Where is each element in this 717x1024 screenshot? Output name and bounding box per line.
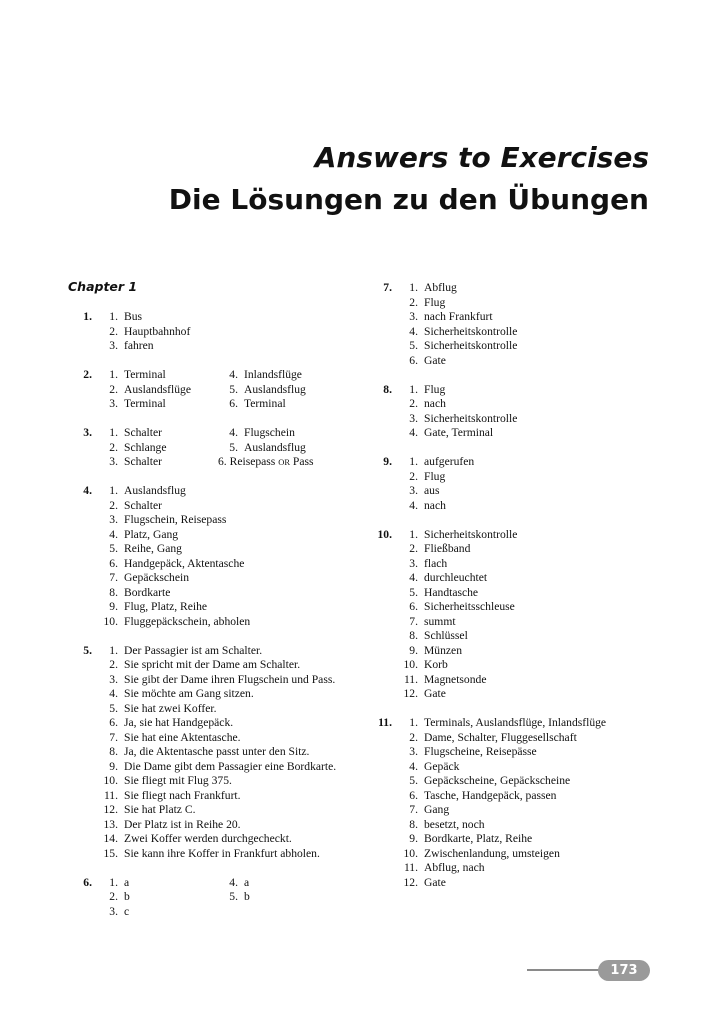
- exercise-2: [70, 368, 360, 412]
- answer-item-text: Auslandsflug: [124, 484, 186, 497]
- answer-item-text: Magnetsonde: [424, 672, 487, 686]
- answer-item-text: Sie kann ihre Koffer in Frankfurt abholen.: [124, 846, 320, 860]
- answer-item-number: 5.: [109, 701, 118, 715]
- answer-item: [218, 383, 306, 398]
- answer-list-first: [98, 426, 218, 470]
- answer-item-text: Sicherheitskontrolle: [424, 324, 518, 338]
- answer-item-number: 4.: [409, 498, 418, 512]
- answer-item-text: Flug, Platz, Reihe: [124, 600, 208, 613]
- answer-item-text: Platz, Gang: [124, 527, 179, 541]
- answer-item: [398, 876, 670, 891]
- answer-item: [398, 455, 670, 470]
- answer-item-number: 4.: [409, 324, 418, 338]
- answer-item: [98, 557, 360, 572]
- answer-item-number: 4.: [409, 759, 418, 773]
- answer-item: [98, 687, 360, 702]
- answer-item: [398, 484, 670, 499]
- exercise-3: [70, 426, 360, 470]
- answer-item: [98, 716, 360, 731]
- answer-item: [98, 890, 218, 905]
- answer-item-text: durchleuchtet: [424, 571, 488, 584]
- answer-item-number: 2.: [109, 324, 118, 338]
- answer-item-number: 7.: [409, 614, 418, 628]
- answer-item-text: Flug: [424, 295, 446, 309]
- answer-item-text: Sie gibt der Dame ihren Flugschein und Pass.: [124, 672, 336, 686]
- answer-list-first: [98, 876, 218, 920]
- answer-item: [398, 412, 670, 427]
- answer-item: [398, 644, 670, 659]
- answer-item: [98, 876, 218, 891]
- answer-item-number: 1.: [109, 643, 118, 657]
- answer-item-text: nach: [424, 498, 446, 512]
- answer-list: [98, 644, 360, 862]
- answer-list-first: [98, 368, 218, 412]
- answer-item-number: 12.: [403, 687, 418, 700]
- answer-item-number: 7.: [409, 803, 418, 816]
- answer-item: [398, 339, 670, 354]
- answer-item-number: 3.: [109, 672, 118, 686]
- answer-item-number: 6.: [109, 556, 118, 570]
- answer-item-number: 12.: [103, 803, 118, 816]
- answer-item-number: 5.: [109, 542, 118, 555]
- answer-item-number: 11.: [403, 672, 418, 686]
- answer-list-second: [218, 368, 306, 412]
- answer-item-text: nach: [424, 397, 446, 410]
- exercise-number: 3.: [83, 426, 92, 439]
- answer-item: [398, 760, 670, 775]
- answer-item: [398, 673, 670, 688]
- answer-item-text: Bordkarte: [124, 585, 171, 599]
- answer-item-number: 11.: [103, 788, 118, 802]
- answer-item-number: 1.: [409, 281, 418, 294]
- exercise-11: [370, 716, 670, 890]
- answer-item-text: Gang: [424, 803, 450, 816]
- answer-item-number: 6.: [109, 716, 118, 729]
- answer-item-text: besetzt, noch: [424, 817, 485, 831]
- chapter-heading: Chapter 1: [68, 279, 138, 294]
- answer-item-text: Ja, die Aktentasche passt unter den Sitz.: [124, 745, 310, 758]
- answer-item-number: 10.: [403, 846, 418, 860]
- answer-item-number: 10.: [403, 658, 418, 671]
- answer-item-number: 7.: [109, 571, 118, 584]
- answer-item: [398, 716, 670, 731]
- answer-item-number: 3.: [109, 397, 118, 410]
- answer-item-number: 12.: [403, 875, 418, 889]
- answer-item-number: 1.: [409, 527, 418, 541]
- answer-item: [398, 354, 670, 369]
- answer-item-number: 3.: [409, 484, 418, 497]
- answer-item-text: Flug: [424, 382, 446, 396]
- answer-item-text: Bus: [124, 310, 143, 323]
- exercise-number: 6.: [83, 875, 92, 889]
- page-number: 173: [598, 960, 650, 981]
- answer-item-number: 1.: [409, 716, 418, 729]
- left-column: [70, 310, 360, 934]
- answer-item: [398, 325, 670, 340]
- answer-item-text: Auslandsflüge: [124, 382, 191, 396]
- answer-item: [98, 325, 360, 340]
- answer-item-text: Tasche, Handgepäck, passen: [424, 788, 557, 802]
- exercise-8: [370, 383, 670, 441]
- answer-item-number: 4.: [229, 875, 238, 889]
- answer-item-text: Der Platz ist in Reihe 20.: [124, 817, 241, 831]
- answer-item-text: Bordkarte, Platz, Reihe: [424, 832, 533, 845]
- answer-item-text: b: [244, 890, 250, 903]
- answer-item: [398, 397, 670, 412]
- answer-item-number: 3.: [409, 745, 418, 758]
- answer-item-text: Sicherheitsschleuse: [424, 600, 515, 613]
- exercise-6: [70, 876, 360, 920]
- page-number-rule: [527, 969, 605, 971]
- answer-item-text: Sicherheitskontrolle: [424, 339, 518, 352]
- answer-item: [398, 861, 670, 876]
- answer-item-text: Sie hat eine Aktentasche.: [124, 730, 241, 744]
- answer-item-text: Handgepäck, Aktentasche: [124, 556, 245, 570]
- answer-item: [218, 397, 306, 412]
- answer-list: [98, 484, 360, 629]
- answer-list: [98, 310, 360, 354]
- answer-item: [398, 789, 670, 804]
- answer-item-text: fahren: [124, 339, 154, 352]
- answer-item-text: Abflug, nach: [424, 861, 485, 874]
- answer-item-number: 5.: [409, 774, 418, 787]
- answer-item: [98, 702, 360, 717]
- exercise-7: [370, 281, 670, 368]
- answer-item: [98, 600, 360, 615]
- answer-item: [98, 383, 218, 398]
- answer-item: [98, 426, 218, 441]
- answer-item: [98, 905, 218, 920]
- answer-item: [398, 383, 670, 398]
- answer-item: [98, 774, 360, 789]
- answer-item-number: 6.: [409, 788, 418, 802]
- answer-item: [98, 310, 360, 325]
- answer-item-number: 13.: [103, 817, 118, 831]
- answer-item-text: Zwei Koffer werden durchgecheckt.: [124, 832, 292, 845]
- answer-item-number: 4.: [409, 426, 418, 439]
- answer-item-number: 1.: [109, 875, 118, 889]
- answer-item: [218, 368, 306, 383]
- answer-item-text: Schalter: [124, 455, 162, 468]
- answer-item-text: Sie hat Platz C.: [124, 803, 196, 816]
- answer-item-number: 3.: [109, 513, 118, 526]
- answer-item-number: 2.: [409, 295, 418, 309]
- answer-item-text: c: [124, 904, 130, 918]
- answer-item-text: Terminal: [124, 397, 166, 410]
- answer-item: [398, 571, 670, 586]
- answer-item-number: 11.: [403, 861, 418, 874]
- exercise-9: [370, 455, 670, 513]
- answer-item-text: Inlandsflüge: [244, 368, 302, 381]
- answer-item-number: 15.: [103, 846, 118, 860]
- exercise-number: 5.: [83, 643, 92, 657]
- answer-item-text: a: [244, 875, 250, 889]
- answer-item-number: 4.: [109, 527, 118, 541]
- answer-item-number: 1.: [109, 310, 118, 323]
- answer-item: [398, 629, 670, 644]
- answer-item-number: 5.: [409, 585, 418, 599]
- answer-item: [398, 586, 670, 601]
- answer-item-text: Schlange: [124, 440, 167, 454]
- answer-item-number: 9.: [409, 832, 418, 845]
- answer-item-number: 3.: [409, 310, 418, 323]
- answer-item-number: 6.: [229, 397, 238, 410]
- exercise-5: [70, 644, 360, 862]
- answer-item-text: Schalter: [124, 498, 162, 512]
- answer-item-text: Korb: [424, 658, 448, 671]
- answer-item-number: 1.: [109, 368, 118, 381]
- answer-item-number: 8.: [109, 745, 118, 758]
- answer-item-number: 8.: [409, 817, 418, 831]
- exercise-number: 8.: [383, 382, 392, 396]
- answer-item: [98, 847, 360, 862]
- answer-item: [98, 586, 360, 601]
- answer-item-text: flach: [424, 556, 448, 570]
- answer-item-text: Flugscheine, Reisepässe: [424, 745, 537, 758]
- answer-item-text: Sie fliegt mit Flug 375.: [124, 774, 232, 787]
- answer-item: [398, 542, 670, 557]
- answer-item: [98, 644, 360, 659]
- answer-item-text: Die Dame gibt dem Passagier eine Bordkarte.: [124, 759, 337, 773]
- answer-item: [98, 832, 360, 847]
- exercise-number: 10.: [377, 527, 392, 541]
- answer-item-text: aus: [424, 484, 440, 497]
- answer-item-text: Fluggepäckschein, abholen: [124, 614, 251, 628]
- answer-item: [398, 528, 670, 543]
- answer-item-text: Sie möchte am Gang sitzen.: [124, 687, 254, 700]
- answer-item-text: Zwischenlandung, umsteigen: [424, 846, 560, 860]
- exercise-number: 4.: [83, 484, 92, 497]
- answer-item: [98, 528, 360, 543]
- answer-item-text: Reihe, Gang: [124, 542, 182, 555]
- answer-item: [98, 542, 360, 557]
- answer-item-text: Gate: [424, 353, 446, 367]
- answer-item-text: b: [124, 890, 130, 903]
- answer-item-number: 2.: [409, 542, 418, 555]
- answer-item-number: 9.: [409, 643, 418, 657]
- answer-item: [398, 296, 670, 311]
- answer-item: [98, 441, 218, 456]
- exercise-1: [70, 310, 360, 354]
- answer-item-text: Der Passagier ist am Schalter.: [124, 643, 263, 657]
- exercise-number: 2.: [83, 368, 92, 381]
- answer-item: [398, 615, 670, 630]
- answer-item-number: 1.: [409, 455, 418, 468]
- answer-item: [398, 803, 670, 818]
- answer-item: [398, 818, 670, 833]
- answer-item: [98, 513, 360, 528]
- answer-item-text: Terminal: [244, 397, 286, 410]
- answer-item-text: Gate: [424, 875, 446, 889]
- answer-item: [398, 600, 670, 615]
- answer-item: [98, 673, 360, 688]
- answer-list-second: [218, 426, 314, 470]
- answer-item-number: 4.: [109, 687, 118, 700]
- answer-item: [398, 658, 670, 673]
- answer-item-number: 3.: [409, 411, 418, 425]
- answer-item-number: 3.: [109, 904, 118, 918]
- answer-item: [98, 760, 360, 775]
- answer-item: [398, 557, 670, 572]
- answer-item: [98, 571, 360, 586]
- answer-item: [398, 731, 670, 746]
- answer-item-number: 1.: [109, 426, 118, 439]
- answer-item: [398, 745, 670, 760]
- answer-item-number: 2.: [109, 498, 118, 512]
- answer-item: 6. Reisepass OR Pass: [218, 455, 314, 468]
- answer-item: [218, 890, 250, 905]
- answer-item-number: 5.: [229, 890, 238, 903]
- answer-item-number: 2.: [109, 382, 118, 396]
- answer-item-number: 4.: [409, 571, 418, 584]
- answer-item: [398, 847, 670, 862]
- answer-item-number: 8.: [109, 585, 118, 599]
- answer-item-text: summt: [424, 614, 456, 628]
- answer-item-text: Terminals, Auslandsflüge, Inlandsflüge: [424, 716, 607, 729]
- answer-item-number: 10.: [103, 774, 118, 787]
- answer-item-number: 2.: [409, 730, 418, 744]
- answer-item-text: Auslandsflug: [244, 382, 306, 396]
- answer-item: [218, 876, 250, 891]
- answer-item-number: 2.: [409, 469, 418, 483]
- answer-item-text: Flugschein, Reisepass: [124, 513, 227, 526]
- answer-item-text: Dame, Schalter, Fluggesellschaft: [424, 730, 577, 744]
- answer-item-number: 2.: [409, 397, 418, 410]
- answer-item-text: Auslandsflug: [244, 440, 306, 454]
- answer-item-text: Schalter: [124, 426, 162, 439]
- answer-item-number: 2.: [109, 890, 118, 903]
- answer-list-second: [218, 876, 250, 920]
- answer-item: [98, 803, 360, 818]
- answer-item: [98, 789, 360, 804]
- answer-item: [98, 615, 360, 630]
- answer-item-text: Gepäckschein: [124, 571, 190, 584]
- answer-item-text: Terminal: [124, 368, 166, 381]
- exercise-number: 1.: [83, 310, 92, 323]
- answer-item-text: Abflug: [424, 281, 457, 294]
- answer-item-number: 5.: [409, 339, 418, 352]
- answer-item-number: 2.: [109, 658, 118, 671]
- answer-item: [218, 426, 314, 441]
- answer-item-number: 5.: [229, 440, 238, 454]
- answer-item-text: a: [124, 875, 130, 889]
- answer-list: [398, 455, 670, 513]
- exercise-number: 11.: [378, 716, 392, 729]
- answer-item: [398, 470, 670, 485]
- answer-list: [398, 528, 670, 702]
- answer-item-text: Münzen: [424, 643, 462, 657]
- answer-item-text: nach Frankfurt: [424, 310, 493, 323]
- answer-item-text: Flug: [424, 469, 446, 483]
- answer-item: [398, 281, 670, 296]
- answer-list: [398, 716, 670, 890]
- answer-list: [398, 281, 670, 368]
- answer-item: [98, 397, 218, 412]
- or-smallcaps: OR: [278, 457, 291, 467]
- answer-item-text: aufgerufen: [424, 455, 475, 468]
- answer-item-text: Hauptbahnhof: [124, 324, 191, 338]
- answer-item-number: 3.: [409, 556, 418, 570]
- exercise-10: [370, 528, 670, 702]
- answer-item-text: Schlüssel: [424, 629, 468, 642]
- answer-item-number: 10.: [103, 614, 118, 628]
- answer-item-text: Sie spricht mit der Dame am Schalter.: [124, 658, 301, 671]
- answer-item: [398, 832, 670, 847]
- answer-item: [398, 687, 670, 702]
- answer-item: [398, 426, 670, 441]
- answer-item-text: Gepäckscheine, Gepäckscheine: [424, 774, 571, 787]
- answer-item-number: 3.: [109, 455, 118, 468]
- exercise-4: [70, 484, 360, 629]
- answer-item-number: 8.: [409, 629, 418, 642]
- answer-item-text: Sicherheitskontrolle: [424, 411, 518, 425]
- answer-item-number: 14.: [103, 832, 118, 845]
- answer-item-text: Sie fliegt nach Frankfurt.: [124, 788, 241, 802]
- answer-item: [98, 339, 360, 354]
- answer-item-number: 1.: [409, 382, 418, 396]
- exercise-number: 9.: [383, 455, 392, 468]
- answer-item-text: Handtasche: [424, 585, 479, 599]
- answer-item: [98, 731, 360, 746]
- answer-item-text: Gate: [424, 687, 446, 700]
- answer-item-number: 9.: [109, 600, 118, 613]
- answer-item-number: 6.: [409, 353, 418, 367]
- page-title-english: Answers to Exercises: [314, 141, 649, 174]
- answer-list: [398, 383, 670, 441]
- answer-item-number: 4.: [229, 368, 238, 381]
- answer-item-number: 1.: [109, 484, 118, 497]
- answer-item: [98, 455, 218, 470]
- answer-item-text: Sie hat zwei Koffer.: [124, 701, 217, 715]
- right-column: [370, 281, 670, 905]
- answer-item: [98, 368, 218, 383]
- answer-item: [398, 774, 670, 789]
- answer-item-number: 7.: [109, 730, 118, 744]
- answer-item: [98, 745, 360, 760]
- answer-item-number: 9.: [109, 759, 118, 773]
- answer-item-text: Fließband: [424, 542, 471, 555]
- answer-item: [218, 441, 314, 456]
- answer-item: [98, 484, 360, 499]
- answer-item: [398, 499, 670, 514]
- answer-item-text: Flugschein: [244, 426, 295, 439]
- exercise-number: 7.: [383, 281, 392, 294]
- answer-item-number: 3.: [109, 339, 118, 352]
- answer-item-text: Ja, sie hat Handgepäck.: [124, 716, 234, 729]
- answer-item-text: Gepäck: [424, 759, 460, 773]
- answer-item-text: Sicherheitskontrolle: [424, 527, 518, 541]
- answer-item-text: Gate, Terminal: [424, 426, 494, 439]
- page-title-german: Die Lösungen zu den Übungen: [168, 183, 649, 216]
- answer-item-number: 5.: [229, 382, 238, 396]
- answer-item-number: 4.: [229, 426, 238, 439]
- answer-item: [98, 658, 360, 673]
- answer-item-number: 6.: [409, 600, 418, 613]
- answer-item: [98, 499, 360, 514]
- answer-item: [398, 310, 670, 325]
- answer-item-number: 2.: [109, 440, 118, 454]
- answer-item: [98, 818, 360, 833]
